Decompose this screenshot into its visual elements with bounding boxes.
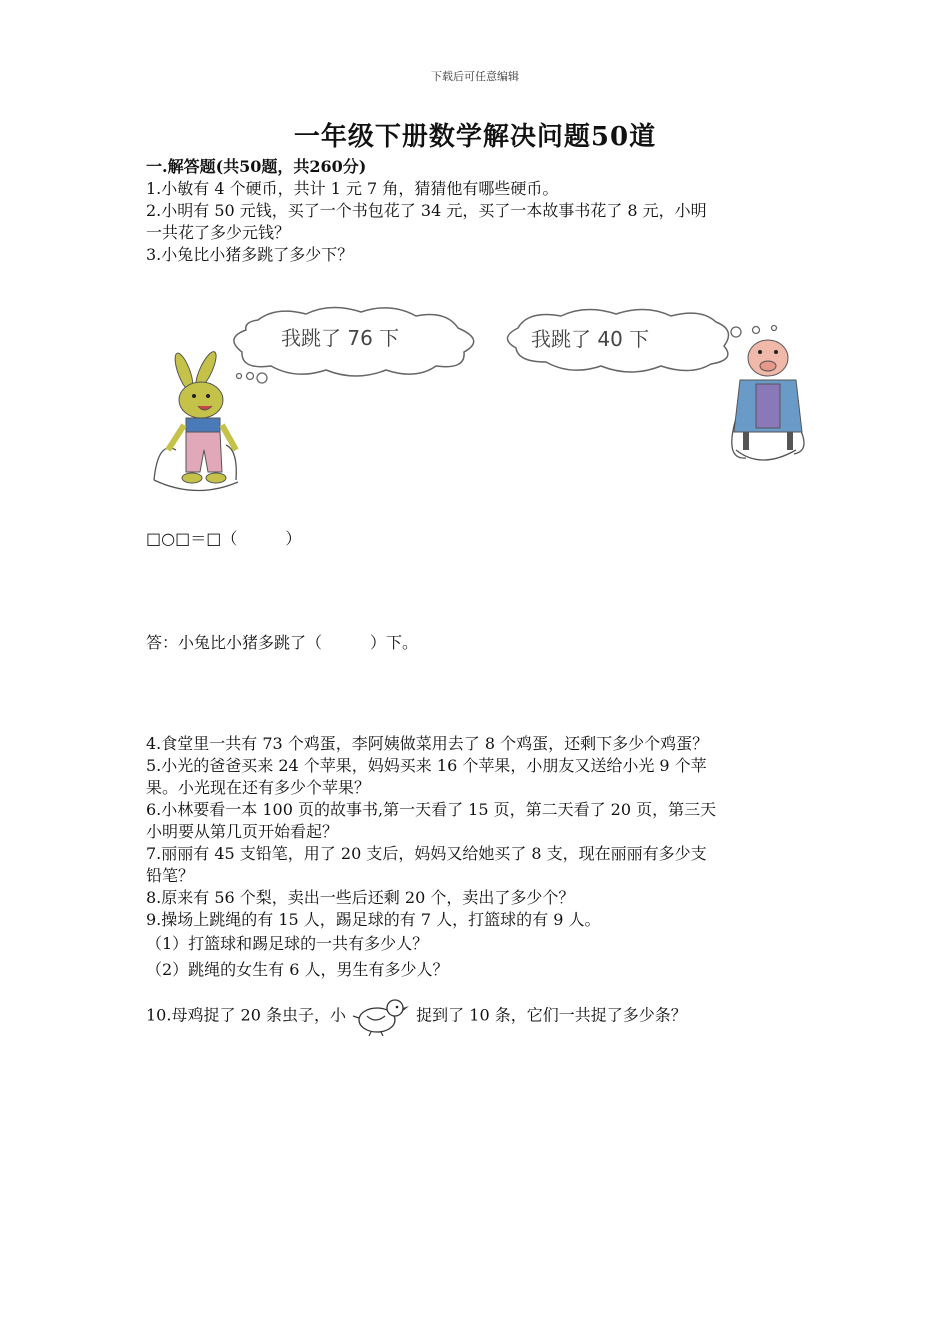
question-10 — [146, 996, 687, 1036]
page-header-note: 下载后可任意编辑 — [431, 70, 519, 83]
question-5-line-2: 果。小光现在还有多少个苹果？ — [146, 778, 371, 797]
question-5-line-1: 5.小光的爸爸买来 24 个苹果，妈妈买来 16 个苹果，小朋友又送给小光 9 个苹 — [146, 756, 707, 775]
question-10-text-after: 捉到了 10 条，它们一共捉了多少条？ — [416, 1005, 687, 1025]
question-3-answer: 答：小兔比小猪多跳了（ ）下。 — [146, 633, 419, 652]
section-heading: 一.解答题(共50题，共260分) — [146, 157, 367, 176]
question-3-formula: □○□＝□（ ） — [146, 529, 302, 548]
pig-speech-text: 我跳了 40 下 — [531, 327, 650, 351]
question-3: 3.小兔比小猪多跳了多少下？ — [146, 245, 354, 264]
chick-icon — [351, 996, 411, 1036]
pig-jumping-rope-icon — [732, 340, 804, 460]
question-6-line-1: 6.小林要看一本 100 页的故事书,第一天看了 15 页，第二天看了 20 页，第三天 — [146, 800, 717, 819]
pig-speech-bubble — [507, 309, 776, 372]
rabbit-speech-bubble — [234, 307, 474, 383]
question-10-text-before: 10.母鸡捉了 20 条虫子，小 — [146, 1005, 346, 1025]
question-2-line-1: 2.小明有 50 元钱，买了一个书包花了 34 元，买了一本故事书花了 8 元，小明 — [146, 201, 707, 220]
question-1: 1.小敏有 4 个硬币，共计 1 元 7 角，猜猜他有哪些硬币。 — [146, 179, 559, 198]
question-4: 4.食堂里一共有 73 个鸡蛋，李阿姨做菜用去了 8 个鸡蛋，还剩下多少个鸡蛋？ — [146, 734, 709, 753]
question-6-line-2: 小明要从第几页开始看起？ — [146, 822, 339, 841]
question-9-part-2: （2）跳绳的女生有 6 人，男生有多少人？ — [146, 960, 449, 979]
page-title: 一年级下册数学解决问题50道 — [293, 122, 657, 152]
question-7-line-2: 铅笔？ — [146, 866, 195, 885]
question-8: 8.原来有 56 个梨，卖出一些后还剩 20 个，卖出了多少个？ — [146, 888, 575, 907]
question-9-part-1: （1）打篮球和踢足球的一共有多少人？ — [146, 934, 429, 953]
question-3-illustration — [146, 300, 826, 510]
question-7-line-1: 7.丽丽有 45 支铅笔，用了 20 支后，妈妈又给她买了 8 支，现在丽丽有多少支 — [146, 844, 707, 863]
question-9: 9.操场上跳绳的有 15 人，踢足球的有 7 人，打篮球的有 9 人。 — [146, 910, 601, 929]
rabbit-jumping-rope-icon — [154, 349, 238, 490]
question-2-line-2: 一共花了多少元钱？ — [146, 223, 291, 242]
rabbit-speech-text: 我跳了 76 下 — [281, 326, 400, 350]
